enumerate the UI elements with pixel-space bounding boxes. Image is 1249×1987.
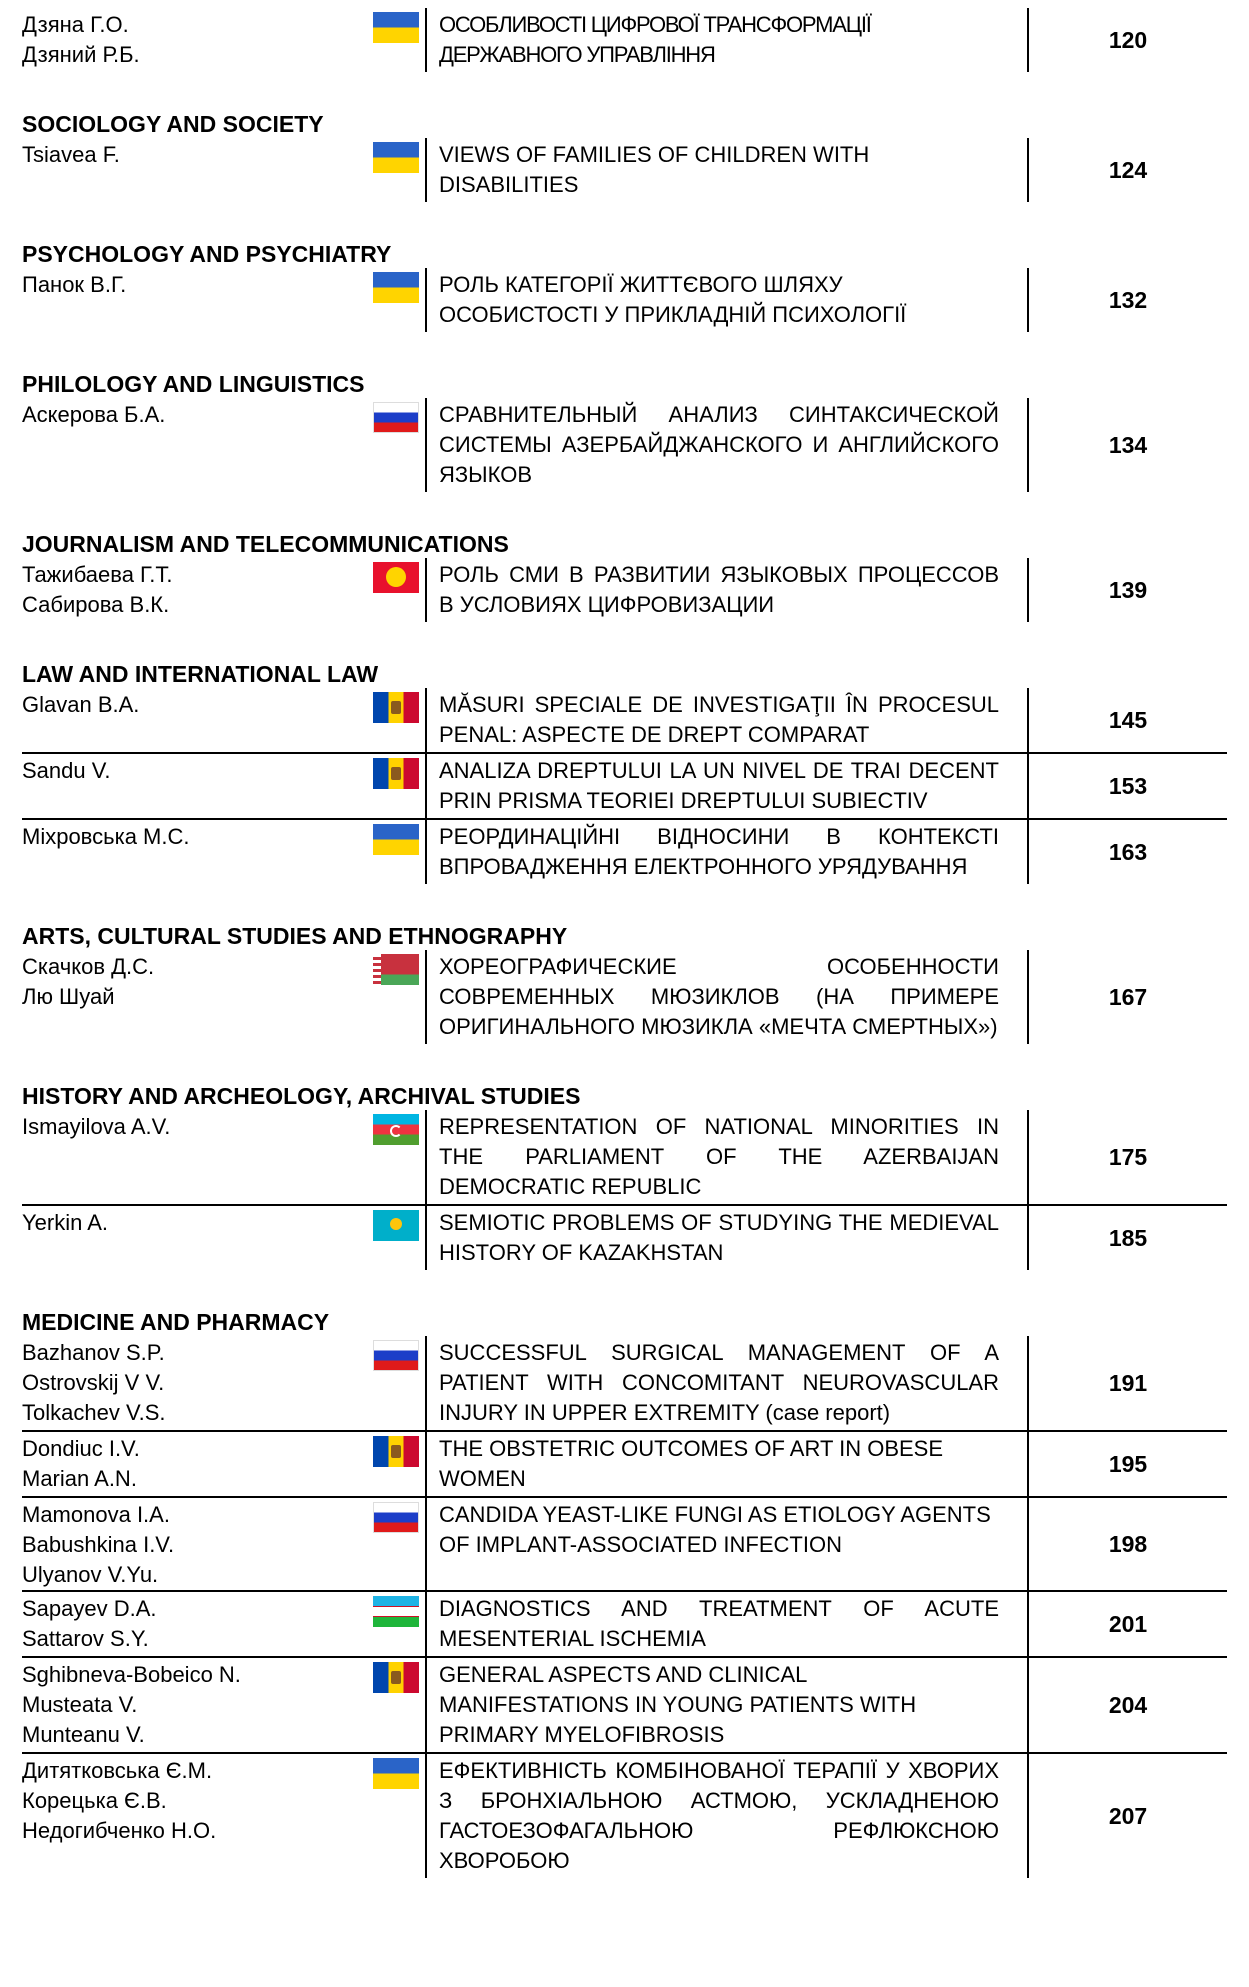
toc-entry[interactable] — [22, 818, 1227, 884]
toc-entry[interactable] — [22, 558, 1227, 622]
entry-title[interactable]: РЕОРДИНАЦІЙНІ ВІДНОСИНИ В КОНТЕКСТІ ВПРОВАДЖЕННЯ ЕЛЕКТРОННОГО УРЯДУВАННЯ — [425, 820, 1013, 884]
toc-entry[interactable] — [22, 8, 1227, 72]
toc-entry[interactable] — [22, 1590, 1227, 1656]
section-heading-sociology: SOCIOLOGY AND SOCIETY — [22, 111, 324, 137]
entry-authors: Ismayilova A.V. — [22, 1114, 171, 1139]
section-heading-philology: PHILOLOGY AND LINGUISTICS — [22, 371, 365, 397]
section-heading-law: LAW AND INTERNATIONAL LAW — [22, 661, 379, 687]
entry-authors: Дзяна Г.О. Дзяний Р.Б. — [22, 12, 140, 67]
entry-authors: Sghibneva-Bobeico N. Musteata V. Munteanu V. — [22, 1662, 241, 1747]
entry-page-number[interactable]: 191 — [1027, 1336, 1227, 1430]
entry-title[interactable]: VIEWS OF FAMILIES OF CHILDREN WITH DISABILITIES — [425, 138, 1013, 202]
toc-entry[interactable] — [22, 1336, 1227, 1430]
entry-page-number[interactable]: 175 — [1027, 1110, 1227, 1204]
toc-entry[interactable] — [22, 1752, 1227, 1878]
entry-authors: Скачков Д.С. Лю Шуай — [22, 954, 155, 1009]
russia-flag-icon — [373, 1502, 419, 1533]
moldova-flag-icon — [373, 692, 419, 723]
toc-entry[interactable] — [22, 1656, 1227, 1752]
entry-authors: Tsiavea F. — [22, 142, 120, 167]
moldova-flag-icon — [373, 758, 419, 789]
entry-title[interactable]: CANDIDA YEAST-LIKE FUNGI AS ETIOLOGY AGENTS OF IMPLANT-ASSOCIATED INFECTION — [425, 1498, 1013, 1590]
toc-entry[interactable] — [22, 1110, 1227, 1204]
toc-entry[interactable] — [22, 138, 1227, 202]
toc-entry[interactable] — [22, 1430, 1227, 1496]
moldova-flag-icon — [373, 1662, 419, 1693]
entry-title[interactable]: ХОРЕОГРАФИЧЕСКИЕ ОСОБЕННОСТИ СОВРЕМЕННЫХ МЮЗИКЛОВ (НА ПРИМЕРЕ ОРИГИНАЛЬНОГО МЮЗИКЛА «МЕЧТА СМЕРТНЫХ») — [425, 950, 1013, 1044]
entry-authors: Дитятковська Є.М. Корецька Є.В. Недогибченко Н.О. — [22, 1758, 217, 1843]
section-heading-medicine: MEDICINE AND PHARMACY — [22, 1309, 330, 1335]
entry-page-number[interactable]: 163 — [1027, 820, 1227, 884]
toc-entry[interactable] — [22, 1204, 1227, 1270]
ukraine-flag-icon — [373, 824, 419, 855]
toc-entry[interactable] — [22, 268, 1227, 332]
entry-page-number[interactable]: 204 — [1027, 1658, 1227, 1752]
azerbaijan-flag-icon — [373, 1114, 419, 1145]
entry-page-number[interactable]: 145 — [1027, 688, 1227, 752]
entry-authors: Тажибаева Г.Т. Сабирова В.К. — [22, 562, 173, 617]
entry-authors: Sapayev D.A. Sattarov S.Y. — [22, 1596, 157, 1651]
toc-entry[interactable] — [22, 752, 1227, 818]
entry-authors: Dondiuc I.V. Marian A.N. — [22, 1436, 140, 1491]
entry-page-number[interactable]: 167 — [1027, 950, 1227, 1044]
entry-page-number[interactable]: 120 — [1027, 8, 1227, 72]
toc-entry[interactable] — [22, 398, 1227, 492]
russia-flag-icon — [373, 402, 419, 433]
entry-authors: Glavan B.A. — [22, 692, 140, 717]
belarus-flag-icon — [373, 954, 419, 985]
entry-page-number[interactable]: 185 — [1027, 1206, 1227, 1270]
section-heading-history: HISTORY AND ARCHEOLOGY, ARCHIVAL STUDIES — [22, 1083, 581, 1109]
entry-title[interactable]: ЕФЕКТИВНІСТЬ КОМБІНОВАНОЇ ТЕРАПІЇ У ХВОРИХ З БРОНХІАЛЬНОЮ АСТМОЮ, УСКЛАДНЕНОЮ ГАСТОЕЗОФАГАЛЬНОЮ РЕФЛЮКСНОЮ ХВОРОБОЮ — [425, 1754, 1013, 1878]
toc-entry[interactable] — [22, 1496, 1227, 1590]
ukraine-flag-icon — [373, 12, 419, 43]
russia-flag-icon — [373, 1340, 419, 1371]
uzbekistan-flag-icon — [373, 1596, 419, 1627]
entry-title[interactable]: MĂSURI SPECIALE DE INVESTIGAŢII ÎN PROCESUL PENAL: ASPECTE DE DREPT COMPARAT — [425, 688, 1013, 752]
entry-title[interactable]: РОЛЬ СМИ В РАЗВИТИИ ЯЗЫКОВЫХ ПРОЦЕССОВ В УСЛОВИЯХ ЦИФРОВИЗАЦИИ — [425, 558, 1013, 622]
entry-title[interactable]: REPRESENTATION OF NATIONAL MINORITIES IN THE PARLIAMENT OF THE AZERBAIJAN DEMOCRATIC REPUBLIC — [425, 1110, 1013, 1204]
entry-authors: Аскерова Б.А. — [22, 402, 166, 427]
moldova-flag-icon — [373, 1436, 419, 1467]
entry-title[interactable]: ANALIZA DREPTULUI LA UN NIVEL DE TRAI DECENT PRIN PRISMA TEORIEI DREPTULUI SUBIECTIV — [425, 754, 1013, 818]
toc-entry[interactable] — [22, 950, 1227, 1044]
entry-title[interactable]: SEMIOTIC PROBLEMS OF STUDYING THE MEDIEVAL HISTORY OF KAZAKHSTAN — [425, 1206, 1013, 1270]
section-heading-arts: ARTS, CULTURAL STUDIES AND ETHNOGRAPHY — [22, 923, 568, 949]
entry-page-number[interactable]: 132 — [1027, 268, 1227, 332]
entry-title[interactable]: THE OBSTETRIC OUTCOMES OF ART IN OBESE WOMEN — [425, 1432, 1013, 1496]
entry-authors: Панок В.Г. — [22, 272, 127, 297]
entry-page-number[interactable]: 139 — [1027, 558, 1227, 622]
ukraine-flag-icon — [373, 1758, 419, 1789]
entry-page-number[interactable]: 124 — [1027, 138, 1227, 202]
entry-page-number[interactable]: 195 — [1027, 1432, 1227, 1496]
entry-title[interactable]: DIAGNOSTICS AND TREATMENT OF ACUTE MESENTERIAL ISCHEMIA — [425, 1592, 1013, 1656]
entry-authors: Bazhanov S.P. Ostrovskij V V. Tolkachev V.S. — [22, 1340, 166, 1425]
ukraine-flag-icon — [373, 142, 419, 173]
entry-authors: Yerkin A. — [22, 1210, 109, 1235]
entry-authors: Sandu V. — [22, 758, 111, 783]
ukraine-flag-icon — [373, 272, 419, 303]
entry-title[interactable]: СРАВНИТЕЛЬНЫЙ АНАЛИЗ СИНТАКСИЧЕСКОЙ СИСТЕМЫ АЗЕРБАЙДЖАНСКОГО И АНГЛИЙСКОГО ЯЗЫКОВ — [425, 398, 1013, 492]
entry-page-number[interactable]: 201 — [1027, 1592, 1227, 1656]
table-of-contents — [22, 0, 1227, 1878]
entry-page-number[interactable]: 198 — [1027, 1498, 1227, 1590]
entry-title[interactable]: GENERAL ASPECTS AND CLINICAL MANIFESTATIONS IN YOUNG PATIENTS WITH PRIMARY MYELOFIBROSIS — [425, 1658, 1013, 1752]
section-heading-journalism: JOURNALISM AND TELECOMMUNICATIONS — [22, 531, 509, 557]
entry-title[interactable]: ОСОБЛИВОСТІ ЦИФРОВОЇ ТРАНСФОРМАЦІЇ ДЕРЖАВНОГО УПРАВЛІННЯ — [425, 8, 1013, 72]
entry-page-number[interactable]: 134 — [1027, 398, 1227, 492]
entry-authors: Міхровська М.С. — [22, 824, 190, 849]
entry-title[interactable]: РОЛЬ КАТЕГОРІЇ ЖИТТЄВОГО ШЛЯХУ ОСОБИСТОСТІ У ПРИКЛАДНІЙ ПСИХОЛОГІЇ — [425, 268, 1013, 332]
entry-title[interactable]: SUCCESSFUL SURGICAL MANAGEMENT OF A PATIENT WITH CONCOMITANT NEUROVASCULAR INJURY IN UPPER EXTREMITY (case report) — [425, 1336, 1013, 1430]
entry-page-number[interactable]: 153 — [1027, 754, 1227, 818]
toc-entry[interactable] — [22, 688, 1227, 752]
kazakhstan-flag-icon — [373, 1210, 419, 1241]
section-heading-psychology: PSYCHOLOGY AND PSYCHIATRY — [22, 241, 392, 267]
entry-authors: Mamonova I.A. Babushkina I.V. Ulyanov V.Yu. — [22, 1502, 175, 1587]
entry-page-number[interactable]: 207 — [1027, 1754, 1227, 1878]
kyrgyzstan-flag-icon — [373, 562, 419, 593]
